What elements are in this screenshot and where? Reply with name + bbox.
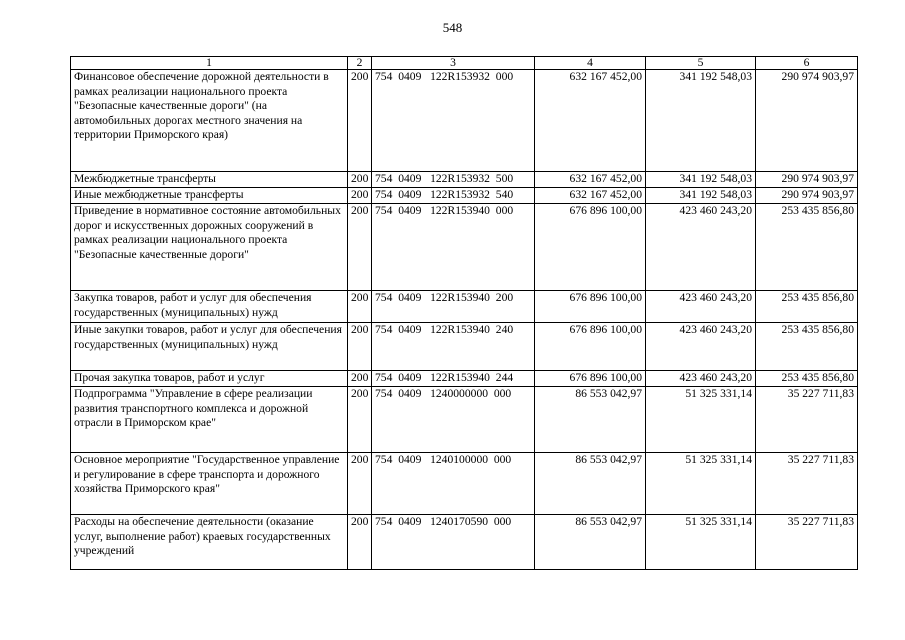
row-name: Приведение в нормативное состояние автомобильных дорог и искусственных дорожных сооружений в рамках реализации национального проекта "Безопасные качественные дороги" bbox=[71, 204, 348, 291]
row-budget-code: 754 0409 122R153940 244 bbox=[372, 371, 535, 387]
column-header: 4 bbox=[535, 57, 646, 70]
table-row bbox=[71, 371, 858, 387]
row-value-5: 51 325 331,14 bbox=[646, 515, 756, 570]
row-value-5: 423 460 243,20 bbox=[646, 323, 756, 371]
table-row bbox=[71, 387, 858, 453]
row-code-2: 200 bbox=[348, 387, 372, 453]
column-header: 3 bbox=[372, 57, 535, 70]
row-budget-code: 754 0409 1240000000 000 bbox=[372, 387, 535, 453]
row-value-5: 423 460 243,20 bbox=[646, 204, 756, 291]
row-value-6: 253 435 856,80 bbox=[756, 204, 858, 291]
row-value-5: 341 192 548,03 bbox=[646, 70, 756, 172]
column-header: 1 bbox=[71, 57, 348, 70]
row-value-4: 632 167 452,00 bbox=[535, 172, 646, 188]
budget-table bbox=[70, 56, 858, 570]
row-value-6: 290 974 903,97 bbox=[756, 172, 858, 188]
table-header-row bbox=[71, 57, 858, 70]
row-value-4: 632 167 452,00 bbox=[535, 70, 646, 172]
row-name: Иные закупки товаров, работ и услуг для обеспечения государственных (муниципальных) нужд bbox=[71, 323, 348, 371]
row-value-6: 253 435 856,80 bbox=[756, 291, 858, 323]
row-value-5: 423 460 243,20 bbox=[646, 371, 756, 387]
row-budget-code: 754 0409 122R153940 240 bbox=[372, 323, 535, 371]
row-value-5: 51 325 331,14 bbox=[646, 387, 756, 453]
row-budget-code: 754 0409 122R153932 500 bbox=[372, 172, 535, 188]
row-value-4: 86 553 042,97 bbox=[535, 515, 646, 570]
row-budget-code: 754 0409 122R153940 000 bbox=[372, 204, 535, 291]
row-code-2: 200 bbox=[348, 70, 372, 172]
row-name: Межбюджетные трансферты bbox=[71, 172, 348, 188]
row-name: Основное мероприятие "Государственное управление и регулирование в сфере транспорта и дорожного хозяйства Приморского края" bbox=[71, 453, 348, 515]
row-name: Закупка товаров, работ и услуг для обеспечения государственных (муниципальных) нужд bbox=[71, 291, 348, 323]
row-value-6: 290 974 903,97 bbox=[756, 70, 858, 172]
table-row bbox=[71, 70, 858, 172]
table-row bbox=[71, 453, 858, 515]
table-row bbox=[71, 188, 858, 204]
table-row bbox=[71, 323, 858, 371]
row-value-4: 676 896 100,00 bbox=[535, 371, 646, 387]
row-code-2: 200 bbox=[348, 204, 372, 291]
row-value-6: 253 435 856,80 bbox=[756, 323, 858, 371]
row-value-4: 86 553 042,97 bbox=[535, 387, 646, 453]
row-name: Подпрограмма "Управление в сфере реализации развития транспортного комплекса и дорожной отрасли в Приморском крае" bbox=[71, 387, 348, 453]
row-code-2: 200 bbox=[348, 172, 372, 188]
row-code-2: 200 bbox=[348, 323, 372, 371]
row-code-2: 200 bbox=[348, 291, 372, 323]
row-budget-code: 754 0409 122R153932 000 bbox=[372, 70, 535, 172]
column-header: 6 bbox=[756, 57, 858, 70]
row-value-6: 290 974 903,97 bbox=[756, 188, 858, 204]
row-value-5: 51 325 331,14 bbox=[646, 453, 756, 515]
table-row bbox=[71, 291, 858, 323]
row-value-4: 632 167 452,00 bbox=[535, 188, 646, 204]
row-value-5: 423 460 243,20 bbox=[646, 291, 756, 323]
row-code-2: 200 bbox=[348, 515, 372, 570]
row-budget-code: 754 0409 1240170590 000 bbox=[372, 515, 535, 570]
row-name: Прочая закупка товаров, работ и услуг bbox=[71, 371, 348, 387]
row-name: Финансовое обеспечение дорожной деятельности в рамках реализации национального проекта "Безопасные качественные дороги" (на автомобильных дорогах местного значения на территории Приморского края) bbox=[71, 70, 348, 172]
row-code-2: 200 bbox=[348, 453, 372, 515]
table-row bbox=[71, 204, 858, 291]
row-value-4: 676 896 100,00 bbox=[535, 323, 646, 371]
row-code-2: 200 bbox=[348, 188, 372, 204]
row-value-4: 676 896 100,00 bbox=[535, 291, 646, 323]
table-row bbox=[71, 515, 858, 570]
row-value-6: 35 227 711,83 bbox=[756, 387, 858, 453]
row-code-2: 200 bbox=[348, 371, 372, 387]
row-value-6: 35 227 711,83 bbox=[756, 453, 858, 515]
row-name: Иные межбюджетные трансферты bbox=[71, 188, 348, 204]
row-value-6: 35 227 711,83 bbox=[756, 515, 858, 570]
column-header: 2 bbox=[348, 57, 372, 70]
row-budget-code: 754 0409 1240100000 000 bbox=[372, 453, 535, 515]
row-value-4: 676 896 100,00 bbox=[535, 204, 646, 291]
page-number: 548 bbox=[442, 20, 463, 35]
row-value-5: 341 192 548,03 bbox=[646, 188, 756, 204]
row-budget-code: 754 0409 122R153932 540 bbox=[372, 188, 535, 204]
row-budget-code: 754 0409 122R153940 200 bbox=[372, 291, 535, 323]
table-row bbox=[71, 172, 858, 188]
row-value-5: 341 192 548,03 bbox=[646, 172, 756, 188]
row-value-4: 86 553 042,97 bbox=[535, 453, 646, 515]
row-value-6: 253 435 856,80 bbox=[756, 371, 858, 387]
row-name: Расходы на обеспечение деятельности (оказание услуг, выполнение работ) краевых государственных учреждений bbox=[71, 515, 348, 570]
column-header: 5 bbox=[646, 57, 756, 70]
